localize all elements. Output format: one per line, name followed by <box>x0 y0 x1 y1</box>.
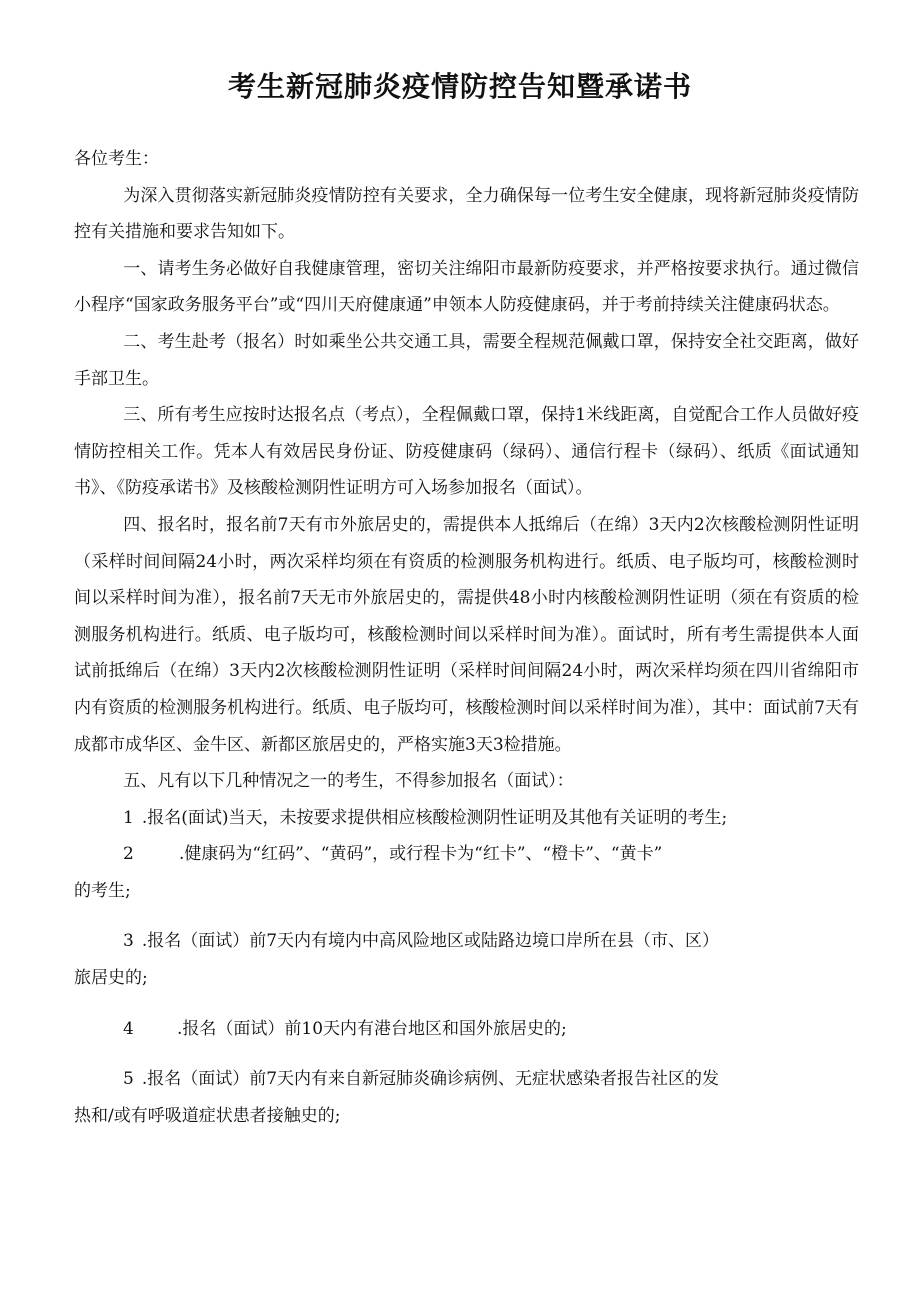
list-item-text: .健康码为“红码”、“黄码”，或行程卡为“红卡”、“橙卡”、“黄卡” <box>179 844 663 865</box>
list-item-continuation: 旅居史的; <box>74 968 148 989</box>
list-item-text: .报名（面试）前10天内有港台地区和国外旅居史的; <box>177 1018 567 1039</box>
list-item-text: .报名（面试）前7天内有境内中高风险地区或陆路边境口岸所在县（市、区） <box>141 931 720 952</box>
document-title: 考生新冠肺炎疫情防控告知暨承诺书 <box>227 70 692 103</box>
list-item-number: 2 <box>123 844 134 865</box>
paragraph-5: 五、凡有以下几种情况之一的考生，不得参加报名（面试）： <box>123 771 574 792</box>
list-item-number: 5 <box>123 1069 134 1090</box>
list-item-text: .报名(面试)当天，未按要求提供相应核酸检测阴性证明及其他有关证明的考生; <box>141 807 728 828</box>
paragraph-4: 四、报名时，报名前7天有市外旅居史的，需提供本人抵绵后（在绵）3天内2次核酸检测阴性证明（采样时间间隔24小时，两次采样均须在有资质的检测服务机构进行。纸质、电子版均可，核酸检测时间以采样时间为准），报名前7天无市外旅居史的，需提供48小时内核酸检测阴性证明（须在有资质的检测服务机构进行。纸质、电子版均可，核酸检测时间以采样时间为准）。面试时，所有考生需提供本人面试前抵绵后（在绵）3天内2次核酸检测阴性证明（采样时间间隔24小时，两次采样均须在四川省绵阳市内有资质的检测服务机构进行。纸质、电子版均可，核酸检测时间以采样时间为准），其中：面试前7天有成都市成华区、金牛区、新都区旅居史的，严格实施3天3检措施。 <box>74 514 859 755</box>
list-item-text: .报名（面试）前7天内有来自新冠肺炎确诊病例、无症状感染者报告社区的发 <box>141 1069 720 1090</box>
intro-paragraph: 为深入贯彻落实新冠肺炎疫情防控有关要求，全力确保每一位考生安全健康，现将新冠肺炎疫情防控有关措施和要求告知如下。 <box>74 185 859 243</box>
list-item-continuation: 热和/或有呼吸道症状患者接触史的; <box>74 1105 341 1126</box>
paragraph-3: 三、所有考生应按时达报名点（考点），全程佩戴口罩，保持1米线距离，自觉配合工作人员做好疫情防控相关工作。凭本人有效居民身份证、防疫健康码（绿码）、通信行程卡（绿码）、纸质《面试通知书》、《防疫承诺书》及核酸检测阴性证明方可入场参加报名（面试）。 <box>74 405 859 499</box>
list-item <box>74 1011 859 1048</box>
list-item-continuation: 的考生; <box>74 880 131 901</box>
paragraph-2: 二、考生赴考（报名）时如乘坐公共交通工具，需要全程规范佩戴口罩，保持安全社交距离，做好手部卫生。 <box>74 331 859 389</box>
list-item <box>74 836 859 909</box>
document-body <box>74 141 859 1134</box>
list-item <box>74 923 859 996</box>
list-item-number: 3 <box>123 931 134 952</box>
list-item-number: 1 <box>123 807 134 828</box>
list-item-number: 4 <box>123 1018 134 1039</box>
list-item <box>74 1061 859 1134</box>
salutation: 各位考生： <box>74 149 159 169</box>
paragraph-1: 一、请考生务必做好自我健康管理，密切关注绵阳市最新防疫要求，并严格按要求执行。通过微信小程序“国家政务服务平台”或“四川天府健康通”申领本人防疫健康码，并于考前持续关注健康码状态。 <box>74 258 859 316</box>
list-item <box>74 800 859 837</box>
